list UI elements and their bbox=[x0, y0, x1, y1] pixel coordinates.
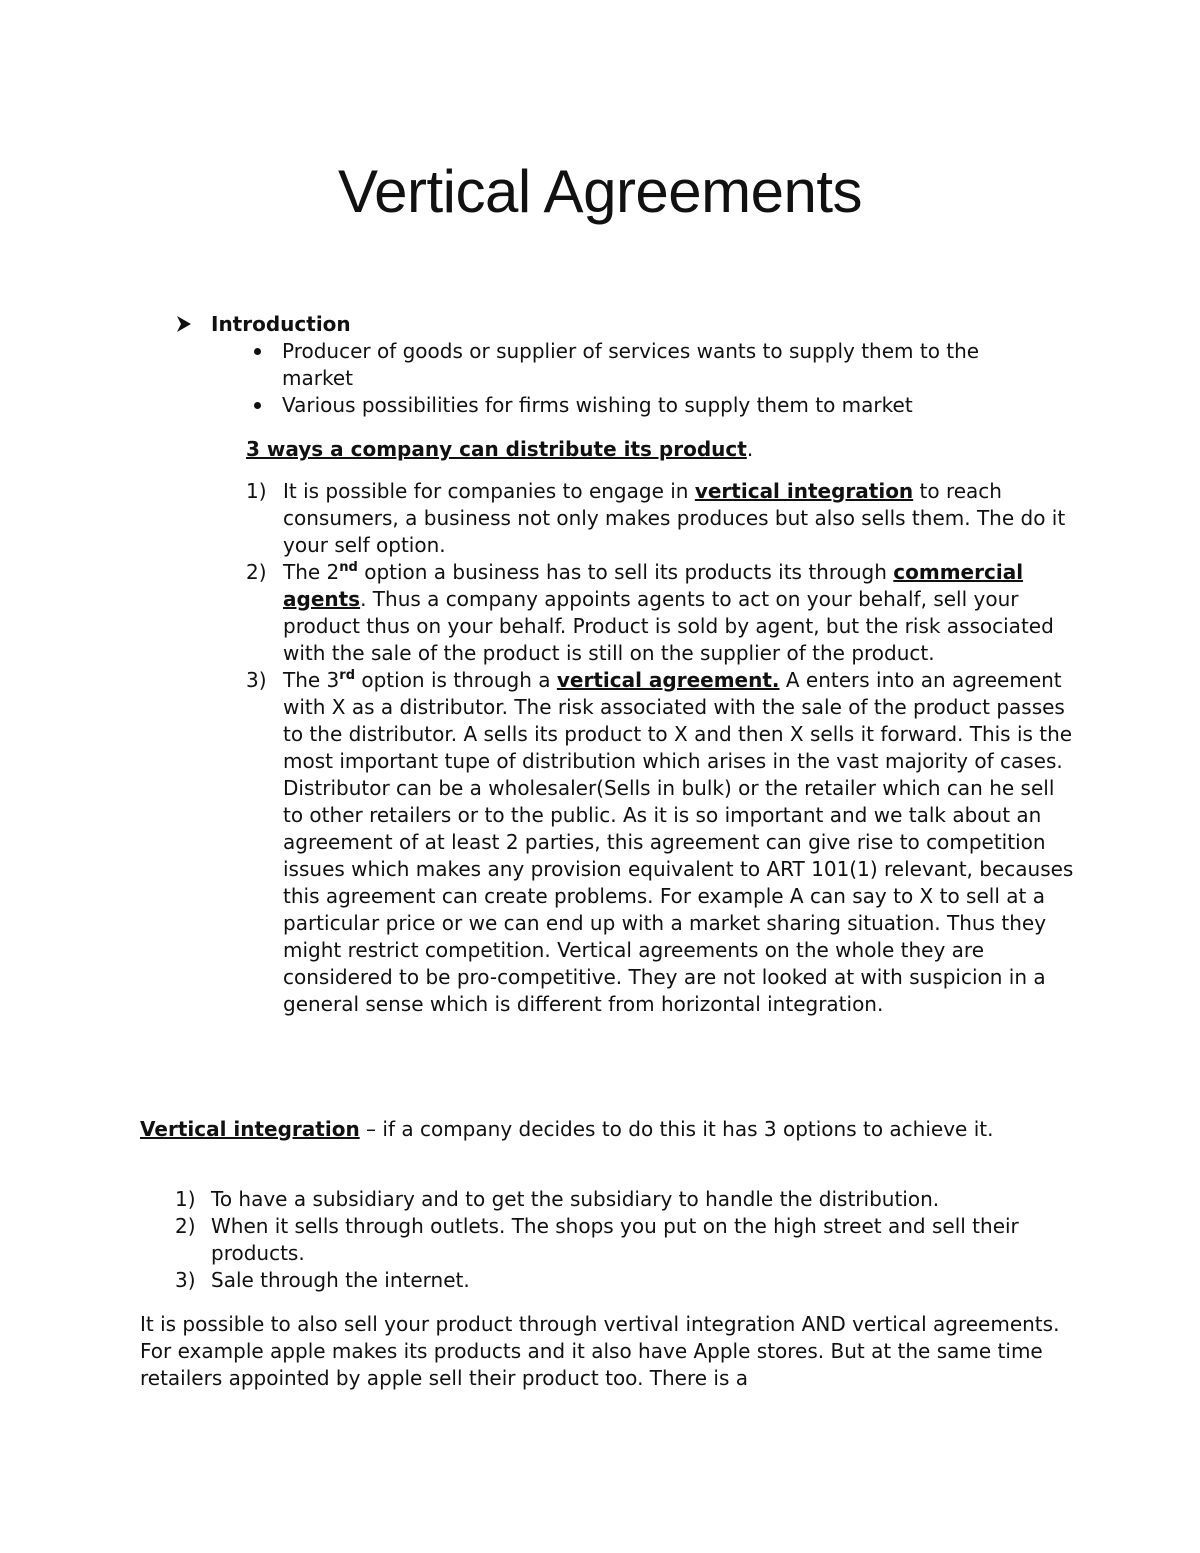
list-number: 3) bbox=[175, 1268, 196, 1292]
list-item bbox=[175, 1267, 1055, 1294]
arrowhead-bullet-icon bbox=[175, 315, 193, 333]
ways-heading: 3 ways a company can distribute its product bbox=[246, 437, 747, 461]
list-number: 1) bbox=[175, 1187, 196, 1211]
item-text-pre: The 3 bbox=[283, 668, 340, 692]
item-term: commercial agents bbox=[283, 560, 1024, 611]
intro-heading: Introduction bbox=[211, 312, 351, 336]
intro-heading-row bbox=[175, 311, 351, 338]
list-number: 2) bbox=[175, 1214, 196, 1238]
bullet-text: Various possibilities for firms wishing to supply them to market bbox=[282, 393, 913, 417]
paragraph-text: – if a company decides to do this it has 3 options to achieve it. bbox=[359, 1117, 994, 1141]
list-item bbox=[246, 392, 1046, 419]
item-text-before: option is through a bbox=[355, 668, 557, 692]
item-text-before: It is possible for companies to engage in bbox=[283, 479, 695, 503]
bullet-dot-icon bbox=[254, 402, 261, 409]
item-text-after: A enters into an agreement with X as a distributor. The risk associated with the sale of the product passes to the distributor. A sells its product to X and then X sells it forward. This is the most important tupe of distribution which arises in the vast majority of cases. Distributor can be a wholesaler(Sells in bulk) or the retailer which can he sell to other retailers or to the public. As it is so important and we talk about an agreement of at least 2 parties, this agreement can give rise to competition issues which makes any provision equivalent to ART 101(1) relevant, becauses this agreement can create problems. For example A can say to X to sell at a particular price or we can end up with a market sharing situation. Thus they might restrict competition. Vertical agreements on the whole they are considered to be pro-competitive. They are not looked at with suspicion in a general sense which is different from horizontal integration. bbox=[283, 668, 1074, 1016]
item-text-before: option a business has to sell its products its through bbox=[357, 560, 894, 584]
item-text-after: to reach consumers, a business not only makes produces but also sells them. The do it your self option. bbox=[283, 479, 1066, 557]
item-text-pre: The 2 bbox=[283, 560, 340, 584]
vertical-integration-list bbox=[175, 1186, 1055, 1294]
item-term: vertical agreement. bbox=[556, 668, 780, 692]
intro-bullet-list bbox=[246, 338, 1046, 419]
item-text: Sale through the internet. bbox=[211, 1268, 470, 1292]
ways-numbered-list bbox=[246, 478, 1076, 1018]
list-item bbox=[246, 559, 1076, 667]
ordinal-suffix: rd bbox=[339, 668, 355, 683]
item-text: When it sells through outlets. The shops you put on the high street and sell their products. bbox=[211, 1214, 1019, 1265]
list-number: 2) bbox=[246, 560, 267, 584]
bullet-dot-icon bbox=[254, 348, 261, 355]
list-item bbox=[175, 1213, 1055, 1267]
item-term: vertical integration bbox=[694, 479, 914, 503]
list-item bbox=[175, 1186, 1055, 1213]
list-item bbox=[246, 667, 1076, 1018]
ways-heading-row bbox=[246, 436, 753, 463]
list-item bbox=[246, 478, 1076, 559]
vertical-integration-paragraph bbox=[140, 1116, 1060, 1143]
item-text-after: . Thus a company appoints agents to act on your behalf, sell your product thus on your behalf. Product is sold by agent, but the risk associated with the sale of the product is still on the supplier of the product. bbox=[283, 587, 1054, 665]
final-paragraph: It is possible to also sell your product through vertival integration AND vertical agreements. For example apple makes its products and it also have Apple stores. But at the same time retailers appointed by apple sell their product too. There is a bbox=[140, 1312, 1060, 1390]
ordinal-suffix: nd bbox=[339, 560, 358, 575]
ways-heading-period: . bbox=[746, 437, 754, 461]
item-text: To have a subsidiary and to get the subsidiary to handle the distribution. bbox=[211, 1187, 940, 1211]
paragraph-term: Vertical integration bbox=[140, 1117, 360, 1141]
list-number: 1) bbox=[246, 479, 267, 503]
bullet-text: Producer of goods or supplier of services wants to supply them to the market bbox=[282, 339, 980, 390]
list-item bbox=[246, 338, 1046, 392]
list-number: 3) bbox=[246, 668, 267, 692]
page-title: Vertical Agreements bbox=[337, 158, 863, 225]
